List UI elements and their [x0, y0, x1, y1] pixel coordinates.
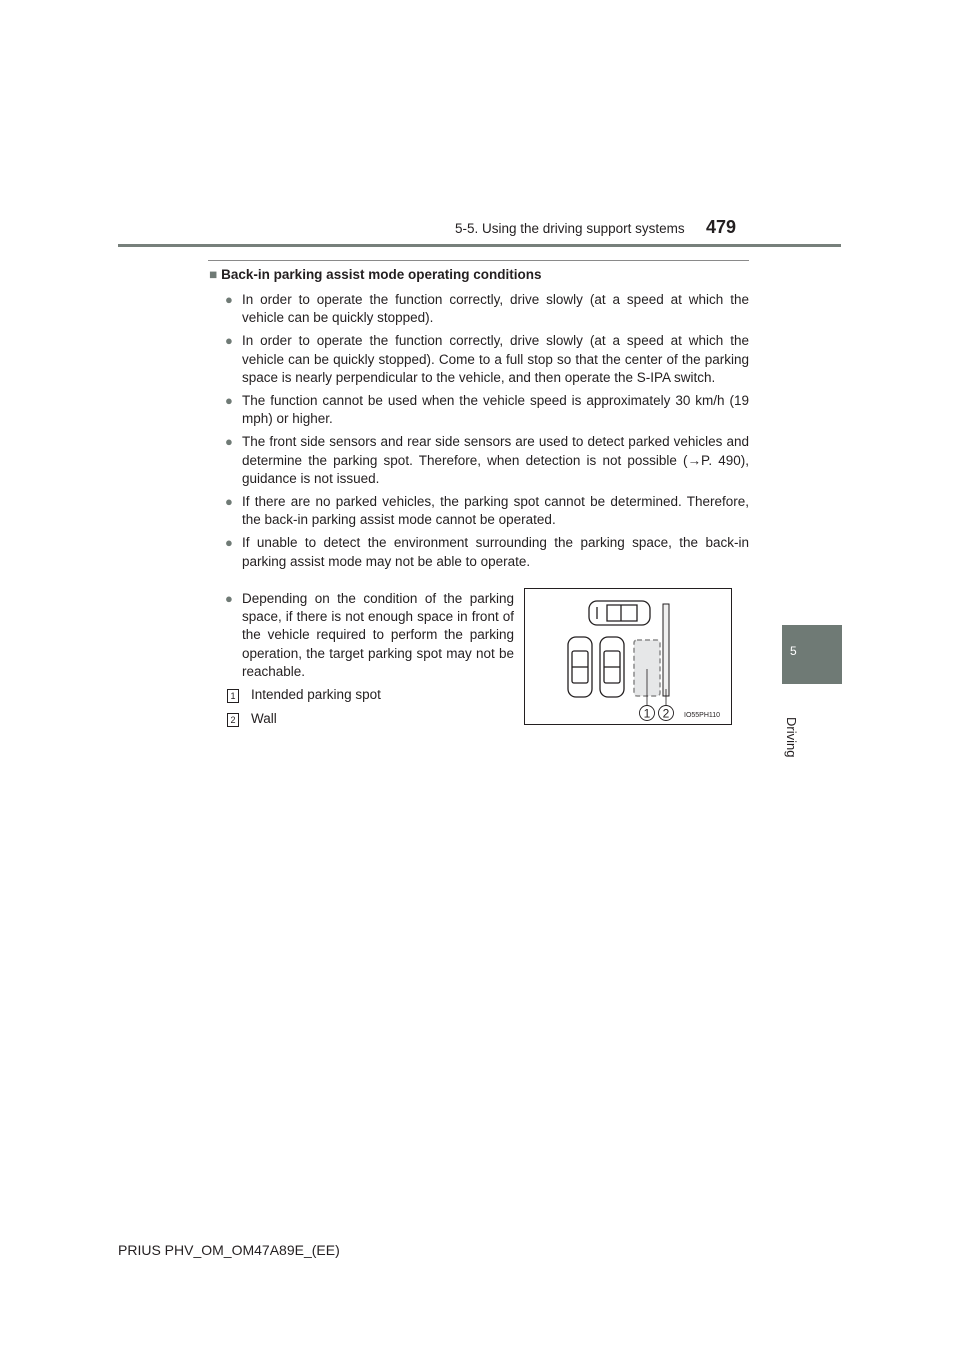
- list-item: [225, 392, 749, 428]
- list-item: [225, 493, 749, 529]
- chapter-tab-label: Driving: [784, 717, 799, 758]
- legend-item: [225, 687, 514, 709]
- bullet-dot-icon: ●: [225, 535, 233, 551]
- footer-document-id: PRIUS PHV_OM_OM47A89E_(EE): [118, 1242, 340, 1258]
- parking-diagram: [525, 589, 731, 724]
- section-heading-text: Back-in parking assist mode operating conditions: [221, 267, 542, 282]
- list-item-text: In order to operate the function correctly, drive slowly (at a speed at which the vehicle can be quickly stopped). Come to a full stop so that the center of the parking space is nearly perpendicular to the vehicle, and then operate the S-IPA switch.: [242, 333, 749, 385]
- bullet-dot-icon: ●: [225, 292, 233, 307]
- callout-1-label: 1: [643, 706, 651, 721]
- bullet-dot-icon: ●: [225, 494, 233, 510]
- legend-number: 1: [227, 689, 239, 703]
- list-item-text: If unable to detect the environment surrounding the parking space, the back-in parking assist mode may not be able to operate.: [242, 535, 749, 569]
- wall: [663, 604, 669, 696]
- list-item: [225, 534, 749, 570]
- bullet-dot-icon: ●: [225, 393, 233, 409]
- list-item-text: Depending on the condition of the parking space, if there is not enough space in front of the vehicle required to perform the parking operation, the target parking spot may not be reachable.: [242, 591, 514, 679]
- bullet-dot-icon: ●: [225, 333, 233, 349]
- list-item: [225, 332, 749, 387]
- figure-description: [225, 590, 514, 733]
- list-item-text: In order to operate the function correctly, drive slowly (at a speed at which the vehicle can be quickly stopped).: [242, 292, 749, 326]
- bullet-dot-icon: ●: [225, 434, 233, 450]
- bullet-dot-icon: ●: [225, 591, 233, 606]
- square-bullet-icon: ■: [209, 267, 218, 282]
- list-item-text: The front side sensors and rear side sensors are used to detect parked vehicles and determine the parking spot. Therefore, when detection is not possible (→P. 490), guidance is not issued.: [242, 434, 749, 486]
- parking-illustration: [524, 588, 732, 725]
- legend-text: Intended parking spot: [251, 687, 381, 703]
- list-item: [225, 291, 749, 327]
- parked-car-icon: [600, 637, 624, 697]
- moving-vehicle-icon: [589, 601, 650, 625]
- callout-2-label: 2: [662, 706, 670, 721]
- list-item: [225, 590, 514, 681]
- legend-item: [225, 711, 514, 733]
- section-heading: [209, 267, 541, 282]
- page-number: 479: [706, 217, 737, 237]
- legend-text: Wall: [251, 711, 277, 727]
- list-item: [225, 433, 749, 488]
- bullet-list: [225, 291, 749, 576]
- list-item-text: If there are no parked vehicles, the parking spot cannot be determined. Therefore, the back-in parking assist mode cannot be operated.: [242, 494, 749, 528]
- section-divider: [208, 260, 749, 261]
- parked-car-icon: [568, 637, 592, 697]
- list-item-text: The function cannot be used when the vehicle speed is approximately 30 km/h (19 mph) or higher.: [242, 393, 749, 427]
- header-divider: [118, 244, 841, 247]
- header-section-title: 5-5. Using the driving support systems: [455, 221, 685, 236]
- legend-number: 2: [227, 713, 239, 727]
- figure-code: IO55PH110: [684, 712, 721, 719]
- chapter-tab-number: 5: [790, 644, 797, 658]
